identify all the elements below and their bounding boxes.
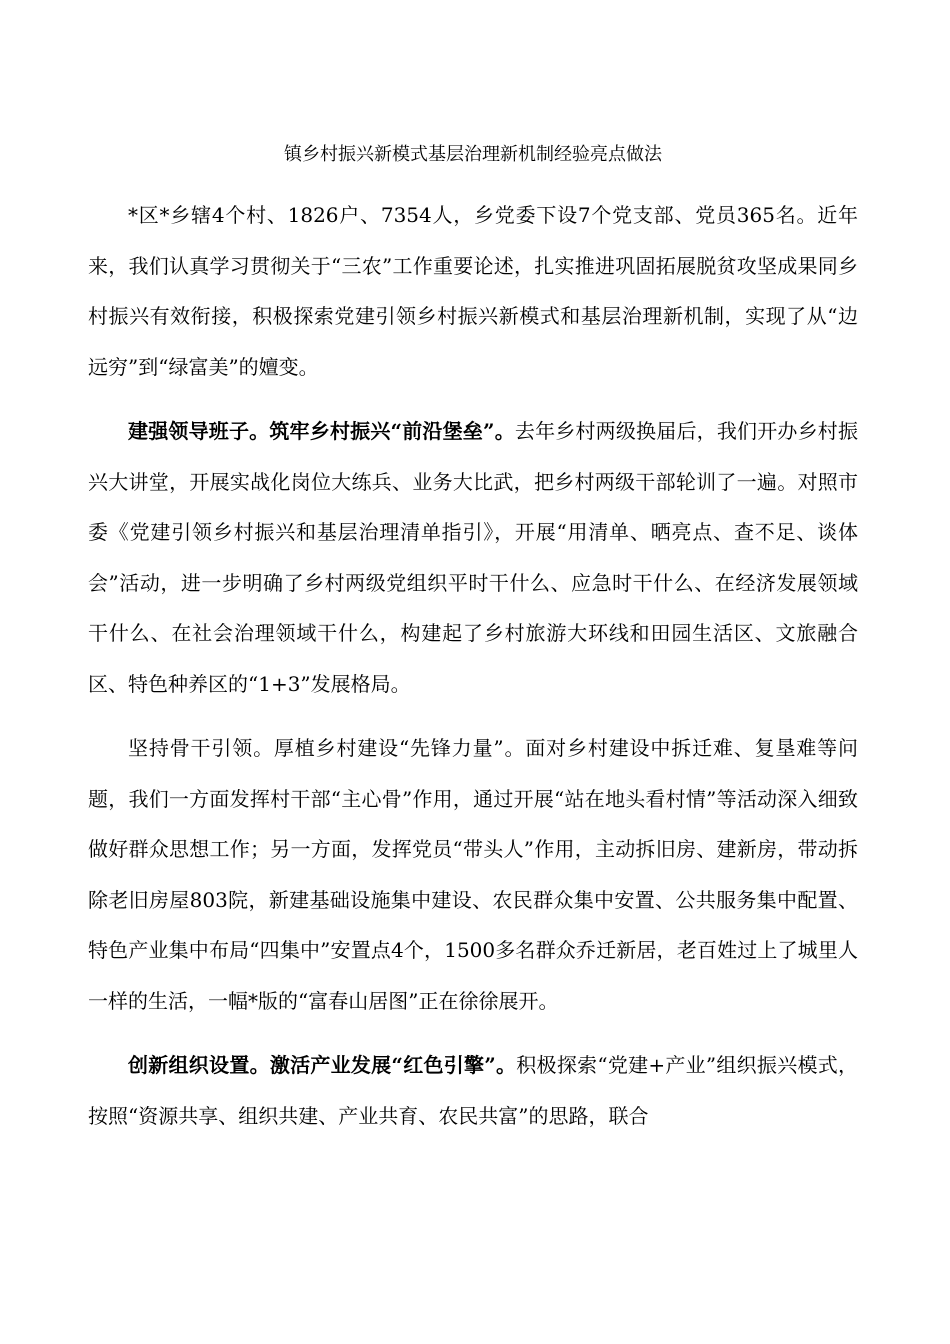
paragraph-intro — [88, 190, 858, 392]
paragraph-leadership — [88, 406, 858, 709]
paragraph-text: *区*乡辖4个村、1826户、7354人，乡党委下设7个党支部、党员365名。近年来，我们认真学习贯彻关于“三农”工作重要论述，扎实推进巩固拓展脱贫攻坚成果同乡村振兴有效衔接，积极探索党建引领乡村振兴新模式和基层治理新机制，实现了从“边远穷”到“绿富美”的嬗变。 — [88, 203, 858, 379]
document-title: 镇乡村振兴新模式基层治理新机制经验亮点做法 — [284, 144, 662, 165]
paragraph-text: 去年乡村两级换届后，我们开办乡村振兴大讲堂，开展实战化岗位大练兵、业务大比武，把乡村两级干部轮训了一遍。对照市委《党建引领乡村振兴和基层治理清单指引》，开展“用清单、晒亮点、查不足、谈体会”活动，进一步明确了乡村两级党组织平时干什么、应急时干什么、在经济发展领域干什么、在社会治理领域干什么，构建起了乡村旅游大环线和田园生活区、文旅融合区、特色种养区的“1+3”发展格局。 — [88, 419, 858, 696]
document-page — [88, 140, 858, 1155]
paragraph-organization — [88, 1040, 858, 1141]
paragraph-text: 坚持骨干引领。厚植乡村建设“先锋力量”。面对乡村建设中拆迁难、复垦难等问题，我们一方面发挥村干部“主心骨”作用，通过开展“站在地头看村情”等活动深入细致做好群众思想工作；另一方面，发挥党员“带头人”作用，主动拆旧房、建新房，带动拆除老旧房屋803院，新建基础设施集中建设、农民群众集中安置、公共服务集中配置、特色产业集中布局“四集中”安置点4个，1500多名群众乔迁新居，老百姓过上了城里人一样的生活，一幅*版的“富春山居图”正在徐徐展开。 — [88, 736, 858, 1013]
paragraph-text: 积极探索“党建+产业”组织振兴模式，按照“资源共享、组织共建、产业共育、农民共富”的思路，联合 — [88, 1053, 858, 1128]
paragraph-heading: 建强领导班子。筑牢乡村振兴“前沿堡垒”。 — [128, 419, 515, 443]
paragraph-backbone — [88, 723, 858, 1026]
paragraph-heading: 创新组织设置。激活产业发展“红色引擎”。 — [128, 1053, 517, 1077]
